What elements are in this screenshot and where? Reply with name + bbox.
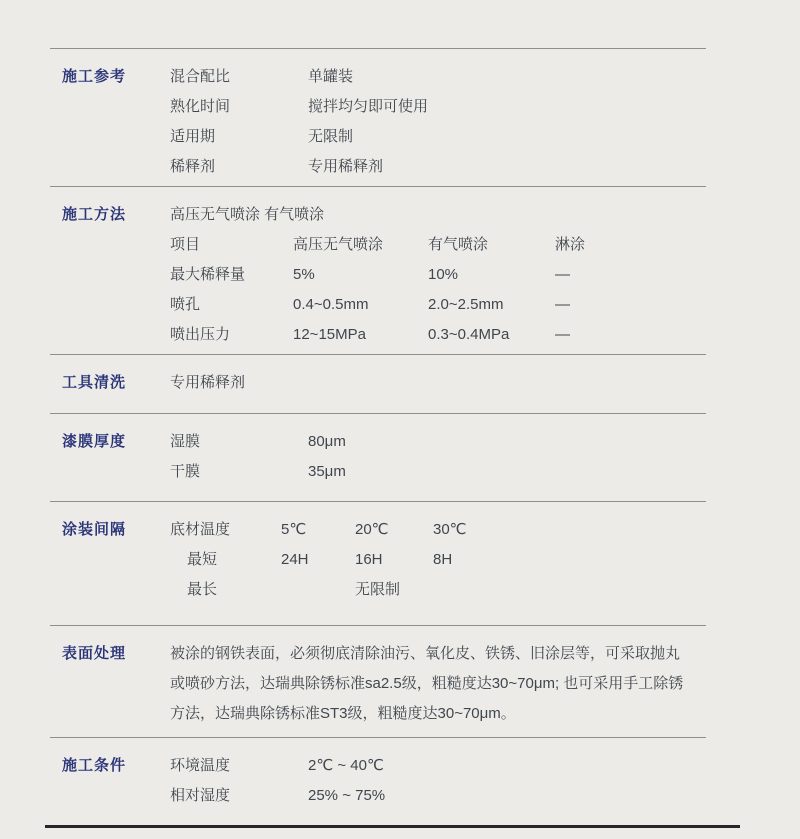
table-cell: 最长: [187, 581, 218, 598]
field-name: 适用期: [170, 128, 216, 145]
field-row: [170, 92, 706, 122]
interval-table-header-row: [170, 515, 706, 545]
table-cell: 8H: [433, 551, 453, 568]
table-cell: 喷孔: [170, 296, 201, 313]
field-name: 混合配比: [170, 68, 231, 85]
table-cell: 无限制: [355, 581, 401, 598]
section-label: 施工参考: [62, 68, 127, 85]
interval-table-row: [170, 575, 706, 605]
table-cell: 16H: [355, 551, 383, 568]
table-cell: —: [555, 296, 570, 313]
table-header-cell: 项目: [170, 236, 201, 253]
table-cell: —: [555, 266, 570, 283]
field-value: 无限制: [308, 128, 354, 145]
table-cell: 最大稀释量: [170, 266, 246, 283]
section-construction-reference: [50, 48, 706, 186]
table-cell: 喷出压力: [170, 326, 231, 343]
table-header-cell: 20℃: [355, 521, 389, 538]
interval-table-row: [170, 545, 706, 575]
section-construction-method: [50, 186, 706, 354]
spray-table-row: [170, 260, 706, 290]
table-cell: [281, 575, 355, 605]
section-tool-cleaning: [50, 354, 706, 413]
surface-treatment-paragraph: 被涂的钢铁表面，必须彻底清除油污、氧化皮、铁锈、旧涂层等，可采取抛丸或喷砂方法，达瑞典除锈标准sa2.5级，粗糙度达30~70μm; 也可采用手工除锈方法，达瑞典除锈标准ST3级，粗糙度达30~70μm。: [170, 645, 684, 722]
field-row: [170, 781, 706, 811]
section-label: 施工方法: [62, 206, 127, 223]
section-label: 漆膜厚度: [62, 433, 127, 450]
table-cell: 最短: [187, 551, 218, 568]
spray-table-row: [170, 320, 706, 350]
field-value: 80μm: [308, 433, 346, 450]
table-cell: 10%: [428, 266, 459, 283]
field-row: [170, 62, 706, 92]
table-cell: 2.0~2.5mm: [428, 296, 504, 313]
section-label: 工具清洗: [62, 374, 127, 391]
spray-table-header-row: [170, 230, 706, 260]
table-cell: 24H: [281, 551, 309, 568]
field-row: [170, 427, 706, 457]
field-name: 稀释剂: [170, 158, 216, 175]
field-value: 35μm: [308, 463, 346, 480]
table-header-cell: 底材温度: [170, 521, 231, 538]
section-coating-interval: [50, 501, 706, 625]
table-header-cell: 有气喷涂: [428, 236, 489, 253]
section-construction-conditions: [50, 737, 706, 825]
field-name: 干膜: [170, 463, 201, 480]
bottom-rule: [45, 825, 740, 828]
table-cell: —: [555, 326, 570, 343]
field-row: [170, 122, 706, 152]
field-value: 专用稀释剂: [308, 158, 384, 175]
field-row: [170, 751, 706, 781]
table-header-cell: 5℃: [281, 521, 307, 538]
table-header-cell: 淋涂: [555, 236, 586, 253]
table-cell: 5%: [293, 266, 315, 283]
spray-table-row: [170, 290, 706, 320]
section-film-thickness: [50, 413, 706, 501]
field-name: 环境温度: [170, 757, 231, 774]
section-label: 表面处理: [62, 645, 127, 662]
field-value: 2℃ ~ 40℃: [308, 757, 384, 774]
field-value: 专用稀释剂: [170, 374, 246, 391]
method-intro: 高压无气喷涂 有气喷涂: [170, 206, 325, 223]
table-cell: 0.3~0.4MPa: [428, 326, 510, 343]
field-row: [170, 152, 706, 182]
field-name: 湿膜: [170, 433, 201, 450]
table-cell: 12~15MPa: [293, 326, 366, 343]
field-value: 单罐装: [308, 68, 354, 85]
field-value: 搅拌均匀即可使用: [308, 98, 429, 115]
datasheet-page: [50, 48, 706, 828]
section-surface-treatment: [50, 625, 706, 737]
section-label: 施工条件: [62, 757, 127, 774]
table-header-cell: 高压无气喷涂: [293, 236, 384, 253]
field-name: 熟化时间: [170, 98, 231, 115]
table-cell: 0.4~0.5mm: [293, 296, 369, 313]
field-name: 相对湿度: [170, 787, 231, 804]
section-label: 涂装间隔: [62, 521, 127, 538]
table-header-cell: 30℃: [433, 521, 467, 538]
field-value: 25% ~ 75%: [308, 787, 386, 804]
table-cell: [433, 575, 706, 605]
field-row: [170, 457, 706, 487]
